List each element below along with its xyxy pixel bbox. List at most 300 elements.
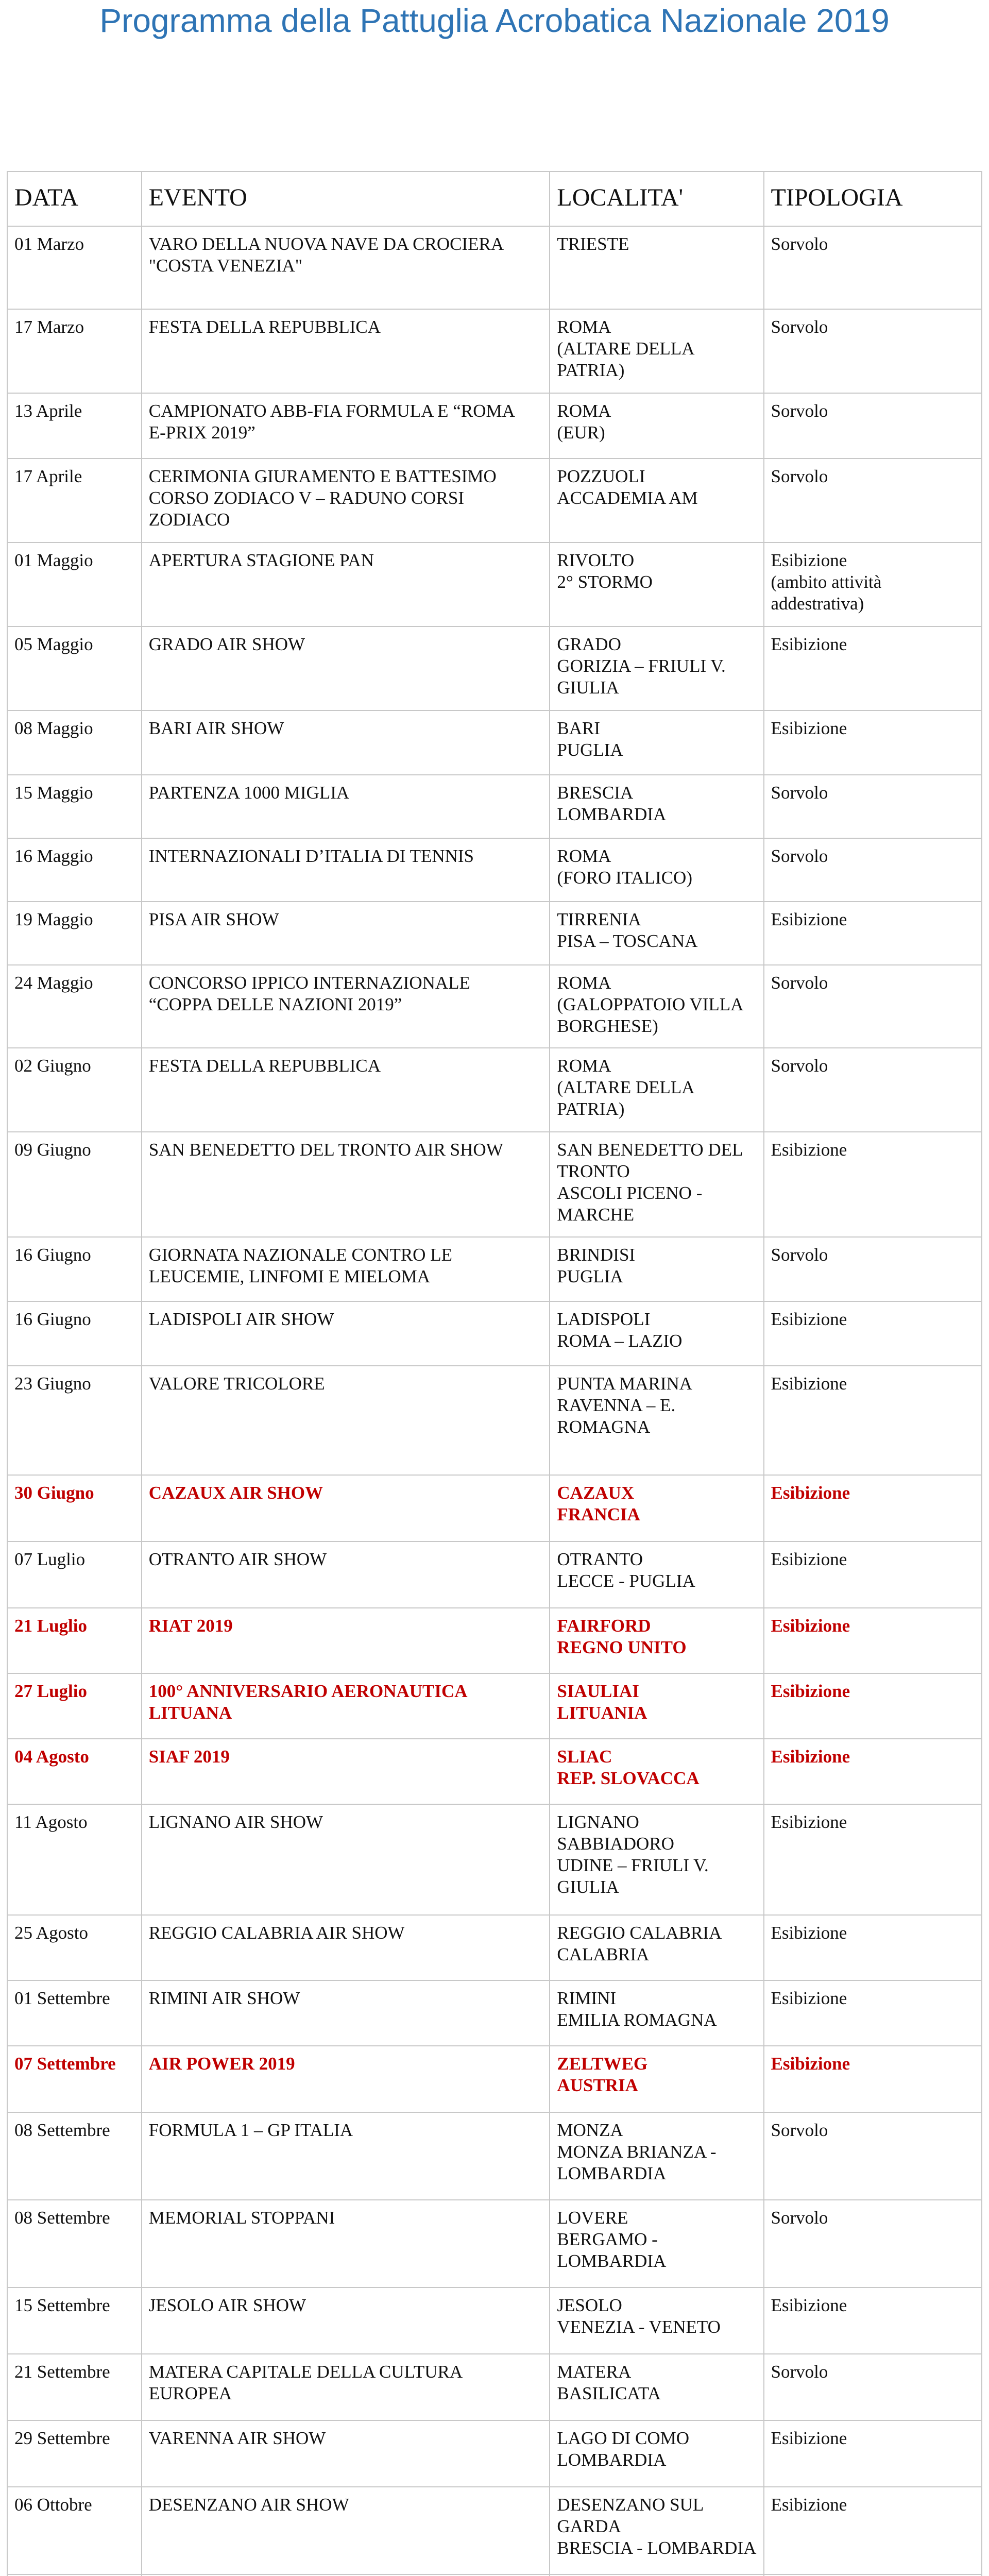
cell-localita-line: PISA – TOSCANA	[557, 931, 698, 951]
cell-evento	[142, 2046, 550, 2112]
table-row	[7, 775, 982, 838]
cell-localita-line: BASILICATA	[557, 2383, 661, 2403]
cell-evento	[142, 1541, 550, 1608]
cell-localita	[550, 393, 763, 459]
cell-evento-line: LEUCEMIE, LINFOMI E MIELOMA	[148, 1266, 431, 1286]
cell-tipologia-line: Esibizione	[771, 2495, 847, 2515]
table-row	[7, 543, 982, 626]
table-row	[7, 1366, 982, 1475]
cell-tipologia-line: Esibizione	[771, 909, 847, 929]
table-row	[7, 2420, 982, 2487]
cell-evento	[142, 1915, 550, 1980]
cell-evento	[142, 2200, 550, 2287]
cell-localita-line: LITUANIA	[557, 1703, 647, 1723]
cell-localita-line: DESENZANO SUL	[557, 2495, 704, 2515]
table-row	[7, 1915, 982, 1980]
cell-localita	[550, 2420, 763, 2487]
cell-evento-line: "COSTA VENEZIA"	[148, 256, 303, 276]
cell-localita-line: BORGHESE)	[557, 1016, 658, 1036]
cell-localita-line: LECCE - PUGLIA	[557, 1571, 695, 1591]
table-row	[7, 2112, 982, 2200]
cell-localita-line: REP. SLOVACCA	[557, 1768, 700, 1788]
cell-tipologia	[764, 2287, 982, 2354]
cell-evento	[142, 1739, 550, 1804]
cell-tipologia	[764, 459, 982, 543]
cell-evento-line: LADISPOLI AIR SHOW	[148, 1309, 334, 1329]
cell-evento-line: CORSO ZODIACO V – RADUNO CORSI	[148, 488, 464, 508]
cell-localita-line: AUSTRIA	[557, 2075, 638, 2095]
cell-evento	[142, 1301, 550, 1366]
cell-evento-line: CONCORSO IPPICO INTERNAZIONALE	[148, 973, 470, 993]
cell-data: 08 Settembre	[7, 2200, 142, 2287]
cell-localita-line: TRONTO	[557, 1161, 630, 1181]
cell-localita-line: TRIESTE	[557, 234, 629, 254]
cell-evento-line: “COPPA DELLE NAZIONI 2019”	[148, 994, 402, 1014]
cell-localita-line: LOMBARDIA	[557, 2251, 667, 2271]
cell-localita-line: GRADO	[557, 634, 621, 654]
cell-tipologia-line: Esibizione	[771, 1923, 847, 1943]
cell-localita-line: LOMBARDIA	[557, 804, 667, 824]
cell-evento-line: GIORNATA NAZIONALE CONTRO LE	[148, 1245, 452, 1265]
cell-localita-line: SIAULIAI	[557, 1681, 639, 1701]
cell-tipologia	[764, 1541, 982, 1608]
cell-evento-line: FORMULA 1 – GP ITALIA	[148, 2120, 353, 2140]
cell-localita-line: BRINDISI	[557, 1245, 636, 1265]
cell-evento	[142, 1608, 550, 1673]
cell-data: 01 Marzo	[7, 226, 142, 309]
cell-evento-line: MEMORIAL STOPPANI	[148, 2208, 335, 2228]
cell-evento	[142, 2487, 550, 2574]
cell-localita-line: MONZA BRIANZA -	[557, 2142, 717, 2162]
cell-localita-line: TIRRENIA	[557, 909, 641, 929]
cell-evento	[142, 838, 550, 902]
cell-evento-line: SIAF 2019	[148, 1747, 230, 1767]
table-row	[7, 1980, 982, 2046]
table-row	[7, 309, 982, 393]
cell-localita-line: MONZA	[557, 2120, 623, 2140]
table-row	[7, 2487, 982, 2574]
cell-data: 17 Marzo	[7, 309, 142, 393]
cell-localita-line: MATERA	[557, 2362, 632, 2382]
cell-tipologia-line: Sorvolo	[771, 973, 828, 993]
cell-evento	[142, 1673, 550, 1739]
cell-data: 08 Settembre	[7, 2112, 142, 2200]
table-row	[7, 1673, 982, 1739]
cell-evento-line: JESOLO AIR SHOW	[148, 2295, 306, 2315]
cell-localita	[550, 1132, 763, 1237]
cell-tipologia	[764, 1132, 982, 1237]
cell-tipologia-line: Sorvolo	[771, 466, 828, 486]
cell-localita	[550, 1980, 763, 2046]
cell-evento	[142, 1048, 550, 1132]
cell-localita-line: ROMAGNA	[557, 1417, 651, 1437]
cell-data: 16 Giugno	[7, 1301, 142, 1366]
cell-localita	[550, 2287, 763, 2354]
cell-localita-line: LIGNANO	[557, 1812, 639, 1832]
table-row	[7, 1541, 982, 1608]
cell-evento	[142, 226, 550, 309]
cell-evento	[142, 1237, 550, 1301]
cell-localita-line: RAVENNA – E.	[557, 1395, 676, 1415]
cell-evento-line: FESTA DELLA REPUBBLICA	[148, 1056, 381, 1076]
cell-evento-line: BARI AIR SHOW	[148, 718, 284, 738]
cell-tipologia-line: Sorvolo	[771, 2362, 828, 2382]
cell-tipologia	[764, 1739, 982, 1804]
cell-data: 21 Settembre	[7, 2354, 142, 2420]
table-row	[7, 902, 982, 965]
cell-evento-line: E-PRIX 2019”	[148, 422, 255, 443]
cell-localita	[550, 1237, 763, 1301]
cell-localita-line: PUGLIA	[557, 740, 623, 760]
cell-localita-line: REGGIO CALABRIA	[557, 1923, 722, 1943]
table-row	[7, 393, 982, 459]
cell-localita-line: MARCHE	[557, 1205, 635, 1225]
cell-tipologia-line: Esibizione	[771, 1812, 847, 1832]
cell-tipologia-line: Sorvolo	[771, 846, 828, 866]
cell-tipologia-line: Esibizione	[771, 1988, 847, 2008]
cell-localita-line: LADISPOLI	[557, 1309, 651, 1329]
cell-tipologia	[764, 1608, 982, 1673]
cell-localita-line: (EUR)	[557, 422, 605, 443]
cell-localita	[550, 710, 763, 775]
cell-localita-line: CAZAUX	[557, 1483, 635, 1503]
cell-tipologia-line: (ambito attività	[771, 572, 882, 592]
table-row	[7, 1608, 982, 1673]
cell-tipologia	[764, 626, 982, 710]
cell-tipologia-line: Esibizione	[771, 1616, 850, 1636]
cell-localita-line: ROMA	[557, 1056, 611, 1076]
cell-tipologia-line: Sorvolo	[771, 783, 828, 803]
cell-localita-line: (GALOPPATOIO VILLA	[557, 994, 744, 1014]
cell-localita-line: GIULIA	[557, 677, 619, 698]
cell-evento-line: MATERA CAPITALE DELLA CULTURA	[148, 2362, 463, 2382]
cell-evento-line: RIMINI AIR SHOW	[148, 1988, 300, 2008]
cell-tipologia-line: Sorvolo	[771, 1245, 828, 1265]
cell-localita-line: ROMA	[557, 846, 611, 866]
cell-localita	[550, 1915, 763, 1980]
cell-tipologia	[764, 1804, 982, 1915]
cell-localita-line: GARDA	[557, 2516, 621, 2536]
cell-tipologia-line: Esibizione	[771, 1374, 847, 1394]
events-table	[7, 171, 982, 2576]
cell-tipologia	[764, 1980, 982, 2046]
cell-data: 30 Giugno	[7, 1475, 142, 1541]
cell-localita-line: VENEZIA - VENETO	[557, 2317, 721, 2337]
cell-tipologia	[764, 393, 982, 459]
cell-data: 01 Settembre	[7, 1980, 142, 2046]
cell-evento-line: PISA AIR SHOW	[148, 909, 279, 929]
cell-localita-line: REGNO UNITO	[557, 1637, 687, 1657]
cell-localita-line: BERGAMO -	[557, 2229, 658, 2249]
cell-localita-line: BRESCIA	[557, 783, 634, 803]
cell-evento	[142, 309, 550, 393]
table-row	[7, 1048, 982, 1132]
cell-tipologia-line: Sorvolo	[771, 2208, 828, 2228]
table-row	[7, 459, 982, 543]
cell-localita-line: 2° STORMO	[557, 572, 653, 592]
cell-localita-line: ROMA	[557, 317, 611, 337]
table-row	[7, 2287, 982, 2354]
cell-data: 17 Aprile	[7, 459, 142, 543]
cell-data: 05 Maggio	[7, 626, 142, 710]
cell-localita	[550, 1475, 763, 1541]
cell-data: 02 Giugno	[7, 1048, 142, 1132]
cell-tipologia	[764, 543, 982, 626]
cell-tipologia	[764, 309, 982, 393]
cell-localita-line: PATRIA)	[557, 360, 625, 380]
cell-tipologia	[764, 1475, 982, 1541]
cell-localita-line: GORIZIA – FRIULI V.	[557, 656, 726, 676]
cell-localita-line: ROMA	[557, 401, 611, 421]
cell-evento-line: APERTURA STAGIONE PAN	[148, 550, 374, 570]
cell-localita-line: POZZUOLI	[557, 466, 645, 486]
cell-evento-line: SAN BENEDETTO DEL TRONTO AIR SHOW	[148, 1140, 503, 1160]
cell-localita-line: (ALTARE DELLA	[557, 338, 695, 359]
cell-evento-line: CAZAUX AIR SHOW	[148, 1483, 323, 1503]
cell-localita-line: EMILIA ROMAGNA	[557, 2010, 717, 2030]
table-row	[7, 1475, 982, 1541]
table-row	[7, 838, 982, 902]
cell-localita-line: PUGLIA	[557, 1266, 623, 1286]
cell-localita-line: JESOLO	[557, 2295, 622, 2315]
cell-evento	[142, 1980, 550, 2046]
cell-tipologia	[764, 2420, 982, 2487]
cell-data: 01 Maggio	[7, 543, 142, 626]
cell-evento-line: LITUANA	[148, 1703, 232, 1723]
header-evento: EVENTO	[142, 172, 550, 226]
cell-localita-line: SLIAC	[557, 1747, 612, 1767]
cell-evento	[142, 1475, 550, 1541]
cell-data: 15 Maggio	[7, 775, 142, 838]
cell-tipologia	[764, 775, 982, 838]
cell-localita-line: GIULIA	[557, 1877, 619, 1897]
cell-evento	[142, 459, 550, 543]
cell-tipologia-line: Esibizione	[771, 1681, 850, 1701]
cell-data: 23 Giugno	[7, 1366, 142, 1475]
cell-localita	[550, 2354, 763, 2420]
cell-tipologia-line: Esibizione	[771, 634, 847, 654]
table-row	[7, 965, 982, 1048]
cell-tipologia	[764, 965, 982, 1048]
cell-data: 09 Giugno	[7, 1132, 142, 1237]
cell-evento-line: LIGNANO AIR SHOW	[148, 1812, 323, 1832]
cell-localita-line: SABBIADORO	[557, 1834, 674, 1854]
cell-evento	[142, 2287, 550, 2354]
cell-localita-line: ASCOLI PICENO -	[557, 1183, 703, 1203]
cell-tipologia-line: Esibizione	[771, 2428, 847, 2448]
table-row	[7, 1804, 982, 1915]
cell-evento-line: VALORE TRICOLORE	[148, 1374, 325, 1394]
table-row	[7, 1237, 982, 1301]
cell-data: 04 Agosto	[7, 1739, 142, 1804]
cell-tipologia-line: Esibizione	[771, 550, 847, 570]
cell-localita	[550, 775, 763, 838]
cell-evento-line: CERIMONIA GIURAMENTO E BATTESIMO	[148, 466, 497, 486]
cell-tipologia-line: Esibizione	[771, 2054, 850, 2074]
cell-localita	[550, 1301, 763, 1366]
cell-tipologia-line: Esibizione	[771, 1549, 847, 1569]
cell-evento-line: GRADO AIR SHOW	[148, 634, 305, 654]
cell-evento-line: DESENZANO AIR SHOW	[148, 2495, 349, 2515]
cell-data: 13 Aprile	[7, 393, 142, 459]
cell-tipologia-line: Sorvolo	[771, 1056, 828, 1076]
cell-tipologia	[764, 838, 982, 902]
cell-evento	[142, 965, 550, 1048]
cell-localita	[550, 1608, 763, 1673]
cell-evento-line: VARENNA AIR SHOW	[148, 2428, 326, 2448]
cell-localita-line: LAGO DI COMO	[557, 2428, 690, 2448]
cell-data: 29 Settembre	[7, 2420, 142, 2487]
cell-tipologia	[764, 710, 982, 775]
cell-localita	[550, 1366, 763, 1475]
cell-evento-line: RIAT 2019	[148, 1616, 233, 1636]
cell-localita	[550, 226, 763, 309]
cell-tipologia	[764, 2487, 982, 2574]
cell-localita	[550, 1673, 763, 1739]
cell-evento	[142, 543, 550, 626]
page-title: Programma della Pattuglia Acrobatica Nazionale 2019	[99, 2, 890, 39]
table-row	[7, 2354, 982, 2420]
cell-data: 15 Settembre	[7, 2287, 142, 2354]
table-row	[7, 2046, 982, 2112]
cell-localita-line: UDINE – FRIULI V.	[557, 1855, 709, 1875]
cell-localita	[550, 1541, 763, 1608]
cell-tipologia	[764, 226, 982, 309]
cell-evento-line: OTRANTO AIR SHOW	[148, 1549, 327, 1569]
cell-evento-line: INTERNAZIONALI D’ITALIA DI TENNIS	[148, 846, 474, 866]
table-row	[7, 226, 982, 309]
cell-tipologia-line: Sorvolo	[771, 317, 828, 337]
cell-data: 25 Agosto	[7, 1915, 142, 1980]
cell-localita	[550, 965, 763, 1048]
table-row	[7, 626, 982, 710]
cell-localita-line: FAIRFORD	[557, 1616, 651, 1636]
cell-tipologia	[764, 1237, 982, 1301]
cell-tipologia-line: Esibizione	[771, 1309, 847, 1329]
cell-evento	[142, 2354, 550, 2420]
cell-localita	[550, 309, 763, 393]
cell-evento	[142, 626, 550, 710]
cell-localita-line: RIVOLTO	[557, 550, 635, 570]
cell-evento-line: FESTA DELLA REPUBBLICA	[148, 317, 381, 337]
cell-data: 27 Luglio	[7, 1673, 142, 1739]
table-header-row	[7, 172, 982, 226]
cell-evento	[142, 1132, 550, 1237]
cell-tipologia	[764, 1366, 982, 1475]
cell-evento-line: 100° ANNIVERSARIO AERONAUTICA	[148, 1681, 468, 1701]
cell-evento-line: AIR POWER 2019	[148, 2054, 295, 2074]
cell-localita	[550, 459, 763, 543]
cell-data: 16 Maggio	[7, 838, 142, 902]
cell-data: 07 Luglio	[7, 1541, 142, 1608]
cell-tipologia	[764, 2112, 982, 2200]
cell-tipologia-line: Esibizione	[771, 1747, 850, 1767]
cell-tipologia-line: Esibizione	[771, 2295, 847, 2315]
header-tipologia: TIPOLOGIA	[764, 172, 982, 226]
cell-data: 08 Maggio	[7, 710, 142, 775]
table-row	[7, 710, 982, 775]
cell-localita	[550, 1804, 763, 1915]
cell-tipologia	[764, 1673, 982, 1739]
cell-localita-line: BRESCIA - LOMBARDIA	[557, 2538, 757, 2558]
cell-data: 07 Settembre	[7, 2046, 142, 2112]
cell-tipologia	[764, 2046, 982, 2112]
cell-data: 16 Giugno	[7, 1237, 142, 1301]
cell-localita-line: BARI	[557, 718, 601, 738]
cell-localita-line: LOMBARDIA	[557, 2163, 667, 2183]
cell-tipologia-line: Esibizione	[771, 718, 847, 738]
cell-localita-line: PUNTA MARINA	[557, 1374, 693, 1394]
cell-data: 19 Maggio	[7, 902, 142, 965]
cell-localita-line: PATRIA)	[557, 1099, 625, 1119]
cell-tipologia	[764, 1048, 982, 1132]
cell-localita-line: FRANCIA	[557, 1504, 640, 1524]
cell-localita-line: CALABRIA	[557, 1944, 650, 1964]
cell-localita-line: SAN BENEDETTO DEL	[557, 1140, 743, 1160]
cell-localita	[550, 626, 763, 710]
cell-evento	[142, 1804, 550, 1915]
cell-evento	[142, 2420, 550, 2487]
cell-tipologia	[764, 1301, 982, 1366]
cell-localita-line: ZELTWEG	[557, 2054, 648, 2074]
cell-localita-line: LOMBARDIA	[557, 2450, 667, 2470]
table-row	[7, 1301, 982, 1366]
cell-localita-line: LOVERE	[557, 2208, 628, 2228]
cell-localita	[550, 2112, 763, 2200]
cell-data: 11 Agosto	[7, 1804, 142, 1915]
cell-evento-line: CAMPIONATO ABB-FIA FORMULA E “ROMA	[148, 401, 515, 421]
cell-evento-line: ZODIACO	[148, 510, 230, 530]
cell-localita	[550, 1739, 763, 1804]
cell-localita-line: ROMA	[557, 973, 611, 993]
cell-localita	[550, 543, 763, 626]
table-row	[7, 1739, 982, 1804]
cell-localita	[550, 2200, 763, 2287]
cell-tipologia-line: Esibizione	[771, 1483, 850, 1503]
cell-evento	[142, 393, 550, 459]
cell-tipologia-line: Sorvolo	[771, 234, 828, 254]
cell-localita-line: (FORO ITALICO)	[557, 868, 692, 888]
cell-localita-line: ROMA – LAZIO	[557, 1331, 683, 1351]
cell-localita-line: (ALTARE DELLA	[557, 1077, 695, 1097]
cell-tipologia	[764, 2354, 982, 2420]
header-localita: LOCALITA'	[550, 172, 763, 226]
cell-evento-line: EUROPEA	[148, 2383, 232, 2403]
cell-localita	[550, 2487, 763, 2574]
cell-localita	[550, 902, 763, 965]
cell-localita	[550, 838, 763, 902]
cell-localita-line: OTRANTO	[557, 1549, 643, 1569]
cell-evento-line: VARO DELLA NUOVA NAVE DA CROCIERA	[148, 234, 504, 254]
cell-tipologia	[764, 1915, 982, 1980]
table-row	[7, 1132, 982, 1237]
cell-evento	[142, 902, 550, 965]
cell-localita-line: ACCADEMIA AM	[557, 488, 698, 508]
cell-tipologia	[764, 902, 982, 965]
cell-localita-line: RIMINI	[557, 1988, 617, 2008]
cell-localita	[550, 2046, 763, 2112]
cell-tipologia-line: Esibizione	[771, 1140, 847, 1160]
cell-evento	[142, 1366, 550, 1475]
table-row	[7, 2200, 982, 2287]
cell-tipologia-line: addestrativa)	[771, 594, 864, 614]
cell-localita	[550, 1048, 763, 1132]
cell-data: 21 Luglio	[7, 1608, 142, 1673]
header-data: DATA	[7, 172, 142, 226]
cell-evento-line: REGGIO CALABRIA AIR SHOW	[148, 1923, 405, 1943]
cell-tipologia-line: Sorvolo	[771, 2120, 828, 2140]
cell-data: 24 Maggio	[7, 965, 142, 1048]
